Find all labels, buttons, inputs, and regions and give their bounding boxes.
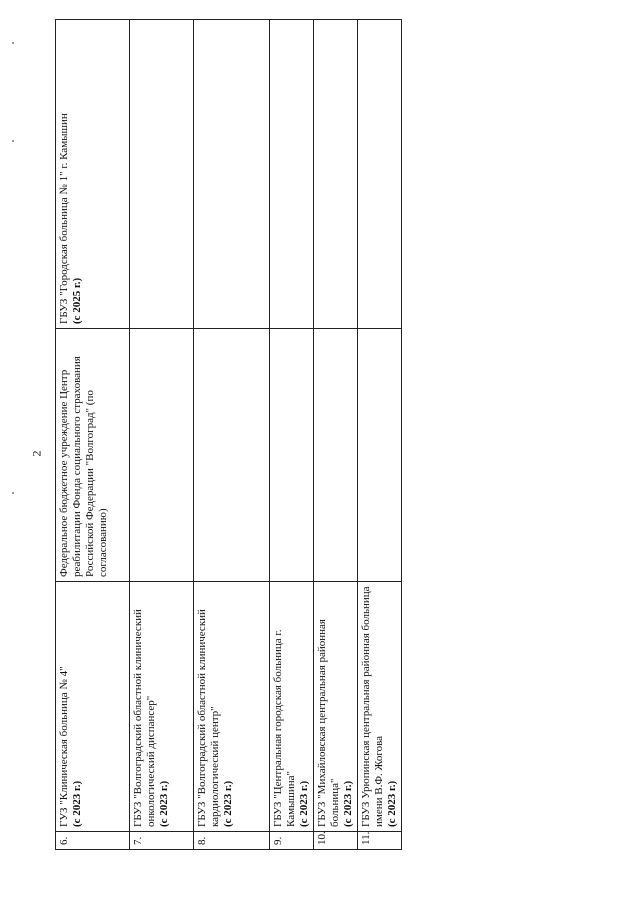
scan-mark [12,492,14,494]
organization-cell [313,582,357,832]
start-year: (с 2023 г.) [221,780,234,827]
fund-name: Федеральное бюджетное учреждение Центр реабилитации Фонда социального страхования Российской Федерации "Волгоград" (по согласованию) [58,356,109,577]
partner-cell [270,20,314,329]
partner-cell [357,20,401,329]
organization-cell [194,582,270,832]
fund-cell [357,329,401,582]
row-number: 11. [357,832,401,850]
organization-cell [357,582,401,832]
organization-cell [270,582,314,832]
start-year: (с 2023 г.) [385,780,398,827]
table-row [357,20,401,850]
rotated-table-wrapper [55,20,398,850]
organization-name: ГБУЗ "Волгоградский областной клинический онкологический диспансер" [132,609,157,827]
row-number: 8. [194,832,270,850]
fund-cell [313,329,357,582]
partner-name: ГБУЗ "Городская больница № 1" г. Камышин [58,113,70,324]
organizations-table [55,19,402,850]
start-year: (с 2023 г.) [341,780,354,827]
start-year: (с 2023 г.) [297,780,310,827]
scan-mark [12,42,14,44]
organization-name: ГБУЗ Урюпинская центральная районная больница имени В.Ф. Жогова [359,586,385,827]
table-row [56,20,130,850]
start-year: (с 2023 г.) [70,780,83,827]
table-row [194,20,270,850]
organization-name: ГБУЗ "Михайловская центральная районная больница" [315,619,341,827]
row-number: 6. [56,832,130,850]
partner-year: (с 2025 г.) [70,277,83,324]
row-number: 10. [313,832,357,850]
organization-cell [130,582,194,832]
start-year: (с 2023 г.) [157,780,170,827]
scan-mark [12,140,14,142]
partner-cell [194,20,270,329]
partner-cell [130,20,194,329]
table-row [313,20,357,850]
partner-cell [313,20,357,329]
fund-cell [270,329,314,582]
table-row [270,20,314,850]
fund-cell [56,329,130,582]
organization-name: ГБУЗ "Центральная городская больница г. Камышина" [272,629,297,827]
page-number: 2 [29,450,44,457]
organization-cell [56,582,130,832]
organization-name: ГБУЗ "Волгоградский областной клинический кардиологический центр" [196,609,221,827]
fund-cell [194,329,270,582]
row-number: 9. [270,832,314,850]
fund-cell [130,329,194,582]
table-row [130,20,194,850]
row-number: 7. [130,832,194,850]
partner-cell [56,20,130,329]
organization-name: ГУЗ "Клиническая больница № 4" [58,666,70,827]
